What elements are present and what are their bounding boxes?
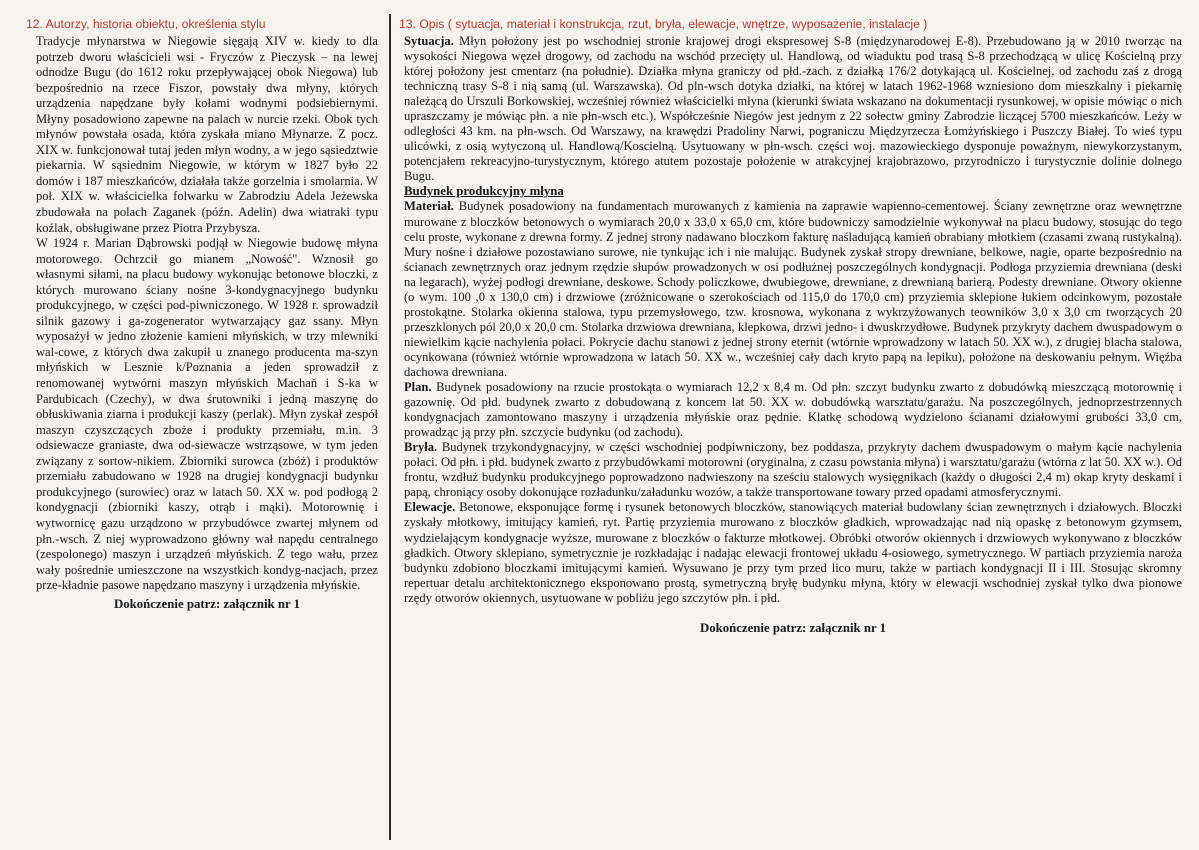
bryla-paragraph [404,440,1182,500]
section-12-heading: 12. Autorzy, historia obiektu, określenia stylu [26,17,266,31]
left-continuation-note: Dokończenie patrz: załącznik nr 1 [113,596,300,611]
building-subheading: Budynek produkcyjny młyna [404,184,564,199]
history-paragraph-1: Tradycje młynarstwa w Niegowie sięgają XIV w. kiedy to dla potrzeb dworu właścicieli wsi - Fryczów z Pieczysk – na lewej odnodze Bugu (do 1612 roku przepływającej obok Niegowa) lub bezpośrednio na rzece Fiszor, powstały dwa młyny, których urządzenia napędzane były kołami wodnymi podsiebiernymi. Młyny posadowiono zapewne na palach w nurcie rzeki. Obok tych młynów powstała osada, która zyskała miano Młynarze. Z pocz. XIX w. funkcjonował tutaj jeden młyn wodny, a w jego sąsiedztwie piekarnia. W sąsiednim Niegowie, w którym w 1827 było 22 domów i 187 mieszkańców, działała także gorzelnia i smolarnia. W poł. XIX w. właścicielka folwarku w Zabrodziu Adela Jeżewska zbudowała na polach Zaganek (późn. Adelin) dwa wiatraki typu koźlak, obsługiwane przez Piotra Przybysza. [36,34,378,235]
section-13-heading: 13. Opis ( sytuacja, materiał i konstrukcja, rzut, bryła, elewacje, wnętrze, wyposażenie, instalacje ) [399,17,928,31]
bryla-text: Budynek trzykondygnacyjny, w części wschodniej podpiwniczony, bez poddasza, przykryty dachem dwuspadowym o małym kącie nachylenia połaci. Od płn. i płd. budynek zwarto z przybudówkami motorowni (oryginalna, z czasu powstania młyna) i warsztatu/garażu (wtórna z lat 50. XX w.). Od frontu, wzdłuż budynku produkcyjnego poprowadzono nadwieszony na sześciu stalowych wysięgnikach (każdy o długości 2,4 m) okap kryty deskami i papą, chroniący osoby dokonujące rozładunku/załadunku wozów, a także transportowane towary przed opadami atmosferycznymi. [404,440,1182,500]
column-divider [389,14,391,840]
plan-label: Plan. [404,380,432,395]
situation-label: Sytuacja. [404,34,454,48]
bryla-label: Bryła. [404,440,438,455]
right-continuation-note: Dokończenie patrz: załącznik nr 1 [699,620,886,635]
plan-text: Budynek posadowiony na rzucie prostokąta o wymiarach 12,2 x 8,4 m. Od płn. szczyt budynku zwarto z dobudówką mieszczącą motorownię i gazownię. Od płd. budynek zwarto z dobudowaną z koncem lat 50. XX w. dobudówką warsztatu/garażu. Na poszczególnych, jednoprzestrzennych kondygnacjach zamontowano maszyny i urządzenia młyńskie oraz pędnie. Klatkę schodową wydzielono ścianami działowymi grubości 33,0 cm, prowadząc ją przy płn. szczycie budynku (od zachodu). [404,380,1182,440]
plan-paragraph [404,380,1182,440]
elewacje-paragraph [404,500,1182,605]
history-paragraph-2: W 1924 r. Marian Dąbrowski podjął w Niegowie budowę młyna motorowego. Ochrzcił go mianem „Nowość". Wznosił go własnymi siłami, na placu budowy wykonując betonowe bloczki, z których murowano ściany nośne 3-kondygnacyjnego budynku produkcyjnego, w części pod-piwniczonego. W 1928 r. sprowadził silnik gazowy i ga-zogenerator wytwarzający gaz ssany. Młyn wyposażył w jedno złożenie kamieni młyńskich, w trzy mlewniki wal-cowe, z których dwa zakupił u znanego producenta ma-szyn młyńskich w Lesznie k/Poznania a jeden sprowadził z renomowanej wytwórni maszyn młyńskich Machaň i S-ka w Pardubicach (Czechy), w dwa śrutowniki i jedną maszynę do obłuskiwania ziarna i produkcji kaszy (perlak). Młyn zyskał zespół maszyn czyszczących zboże i produkty przemiału, m.in. 3 odsiewacze graniaste, dwa od-siewacze wstrząsowe, w tym jeden związany z sortow-nikiem. Zbiorniki surowca (zbóż) i produktów przemiału zabudowano w 1928 na drugiej kondygnacji budynku produkcyjnego (surowiec) oraz w latach 50. XX w. pod podłogą 2 kondygnacji (zbiorniki kaszy, otrąb i mąki). Motorownię i wytwornicę gazu urządzono w przybudówce zwartej młynem od płn.-wsch. Z niej wyprowadzono główny wał napędu centralnego (zespolonego) maszyn i urządzeń młyńskich. Z tego wału, przez wały pośrednie umieszczone na wszystkich kondyg-nacjach, przez prze-kładnie pasowe napędzano maszyny i urządzenia młyńskie. [36,236,378,593]
material-paragraph [404,199,1182,380]
elewacje-label: Elewacje. [404,500,456,515]
situation-paragraph [404,34,1182,184]
elewacje-text: Betonowe, eksponujące formę i rysunek betonowych bloczków, stanowiących materiał budowlany ścian zewnętrznych i działowych. Bloczki zyskały młotkowy, imitujący kamień, ryt. Partię przyziemia murowano z bloczków gładkich, wprowadzając nad nią opaskę z betonowym gzymsem, wydzielającym kondygnacje wyższe, murowane z bloczków o fakturze młotkowej. Obróbki otworów okiennych i drzwiowych wykonywano z bloczków gładkich. Otwory sklepiano, symetrycznie je rozkładając i nadając elewacji frontowej układu 4-osiowego, symetrycznego. W partiach przyziemia naroża budynku zdobiono bloczkami imitującymi kamień. Wysuwano je przy tym przed lico muru, także w partiach kondygnacji II i III. Stosując skromny repertuar detalu architektonicznego eksponowano prostą, symetryczną bryłę budynku młyna, który w elewacji wschodniej zyskał tylko dwa pionowe rzędy otworów okiennych, usytuowane w pobliżu jego szczytów płn. i płd. [404,500,1182,605]
right-column [399,16,1182,636]
material-text: Budynek posadowiony na fundamentach murowanych z kamienia na zaprawie wapienno-cementowej. Ściany zewnętrzne oraz wewnętrzne murowane z bloczków betonowych o wymiarach 20,0 x 33,0 x 65,0 cm, które budowniczy samodzielnie wykonywał na placu budowy, stosując do tego celu proste, wykonane z drewna formy. Z jednej strony nadawano bloczkom fakturę naśladującą kamień obrabiany młotkiem (czasami zwaną rustykalną). Mury nośne i działowe pozostawiano surowe, nie tynkując ich i nie malując. Budynek zyskał stropy drewniane, belkowe, nagie, oparte bezpośrednio na ścianach zewnętrznych oraz jednym rzędzie słupów prowadzonych w osi podłużnej poszczególnych kondygnacji. Podłoga przyziemia drewniana (deski na legarach), wyżej podłogi drewniane, deskowe. Schody policzkowe, dwubiegowe, drewniane, z drewnianą barierą. Podesty drewniane. Otwory okienne (o wym. 100 ,0 x 130,0 cm) i drzwiowe (zróżnicowane o szerokościach od 115,0 do 170,0 cm) przyziemia sklepione łukiem odcinkowym, pozostałe prostokątne. Stolarka okienna stalowa, typu przemysłowego, tzw. krosnowa, wykonana z wykrzyżowanych teowników 3,0 x 3,0 cm tworzących 20 przeszklonych pól 20,0 x 20,0 cm. Stolarka drzwiowa drewniana, klepkowa, drzwi jedno- i dwuskrzydłowe. Budynek przykryty dachem dwuspadowym o niewielkim kącie nachylenia połaci. Pokrycie dachu stanowi z jednej strony eternit (wtórnie wprowadzony w latach 50. XX w.), z drugiej blacha stalowa, ocynkowana (również wtórnie wprowadzona w latach 50. XX w., wcześniej cały dach kryto papą na lepiku), położone na deskowaniu pełnym. Więźba dachowa drewniana. [404,199,1182,379]
situation-text: Młyn położony jest po wschodniej stronie krajowej drogi ekspresowej S-8 (międzynarodowej E-8). Przebudowano ją w 2010 tworząc na wysokości Niegowa węzeł drogowy, od zachodu na wschód przecięty ul. Handlową, od wiaduktu pod trasą S-8 przechodzącą w ulicę Kościelną przy której położony jest cmentarz (na południe). Działka młyna graniczy od płd.-zach. z działką 176/2 dotykającą ul. Kościelnej, od zachodu zaś z drogą techniczną trasy S-8 i nią samą (ul. Warszawska). Od pln-wsch dotyka działki, na której w latach 1962-1968 wzniesiono dom mieszkalny i piekarnię należącą do Urszuli Borkowskiej, wcześniej również właścicielki młyna (kierunki świata wskazano na dokumentacji rysunkowej, w opisie mówiąc o nich upraszczamy je mówiąc płn. a nie płn-wsch etc.). Współcześnie Niegów jest jednym z 22 sołectw gminy Zabrodzie liczącej 5700 mieszkańców. Leży w odległości 43 km. na płn-wsch. Od Warszawy, na krawędzi Pradoliny Narwi, pograniczu Międzyrzecza Łomżyńskiego i Puszczy Białej. To wieś typu ulicówki, z osią wytyczoną ul. Handlową/Koscielną. Usytuowany w płn-wsch. części woj. mazowieckiego dysponuje poważnym, niewykorzystanym, potencjałem rekreacyjno-turystycznym, którego atutem pozostaje położenie w atrakcyjnej krajobrazowo, przyrodniczo i turystycznie dolinie dolnego Bugu. [404,34,1182,184]
left-column [26,16,378,612]
material-label: Materiał. [404,199,454,214]
